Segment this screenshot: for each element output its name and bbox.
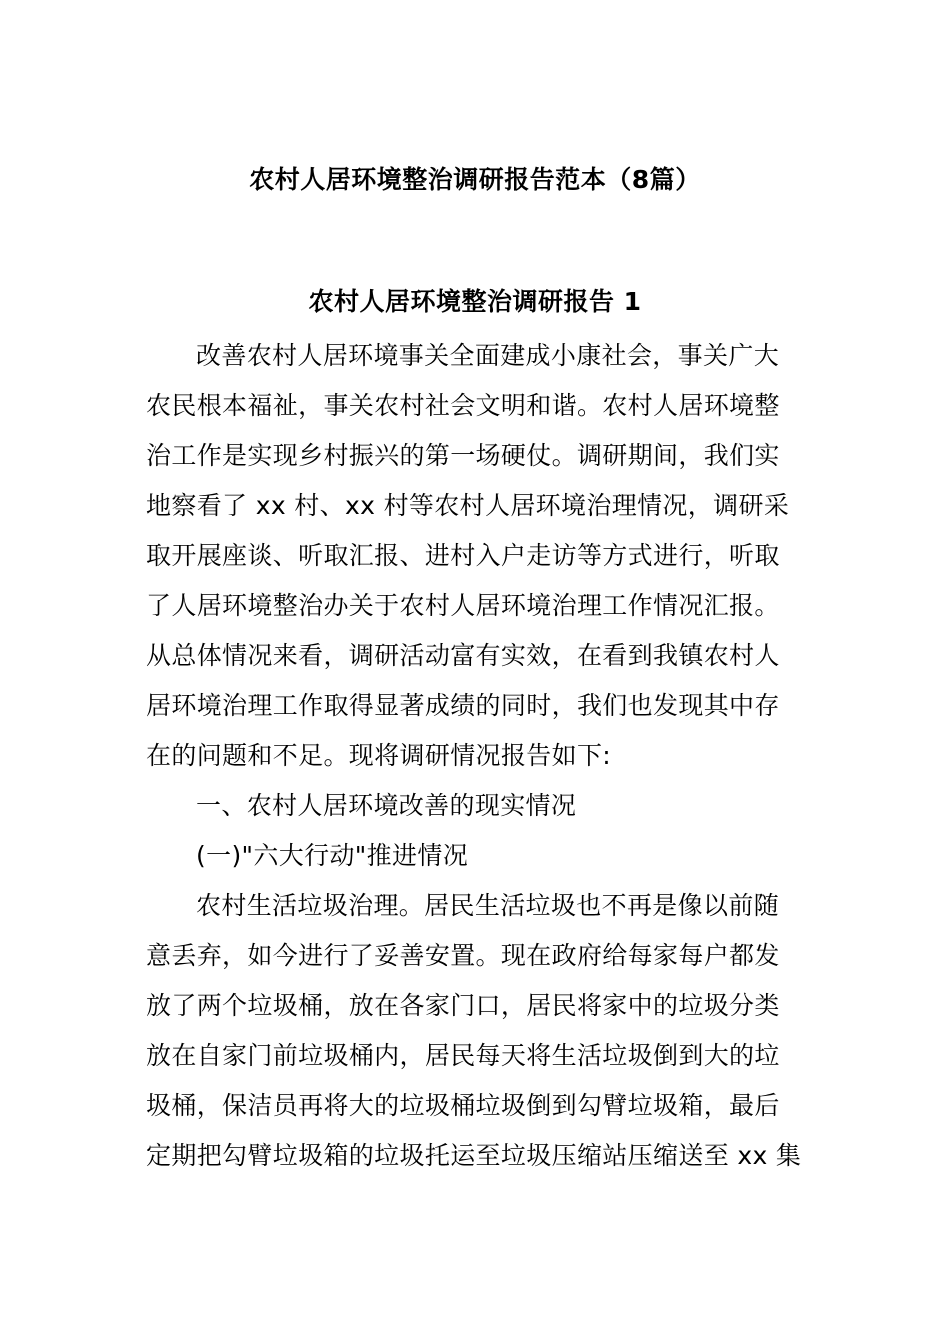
body-text — [146, 331, 806, 1181]
paragraph-line: 放在自家门前垃圾桶内，居民每天将生活垃圾倒到大的垃 — [146, 1041, 780, 1070]
paragraph-line: 定期把勾臂垃圾箱的垃圾托运至垃圾压缩站压缩送至 xx 集 — [146, 1141, 802, 1170]
paragraph-line: 了人居环境整治办关于农村人居环境治理工作情况汇报。 — [146, 591, 780, 620]
paragraph-line: 改善农村人居环境事关全面建成小康社会，事关广大 — [196, 341, 780, 370]
paragraph-line: 从总体情况来看，调研活动富有实效，在看到我镇农村人 — [146, 641, 780, 670]
paragraph-line: 治工作是实现乡村振兴的第一场硬仗。调研期间，我们实 — [146, 441, 780, 470]
paragraph-line: 意丢弃，如今进行了妥善安置。现在政府给每家每户都发 — [146, 941, 780, 970]
paragraph-line: 在的问题和不足。现将调研情况报告如下: — [146, 741, 612, 770]
paragraph-line: 放了两个垃圾桶，放在各家门口，居民将家中的垃圾分类 — [146, 991, 780, 1020]
paragraph-line: 居环境治理工作取得显著成绩的同时，我们也发现其中存 — [146, 691, 780, 720]
paragraph-line: 地察看了 xx 村、xx 村等农村人居环境治理情况，调研采 — [146, 491, 790, 520]
paragraph-line: 农村生活垃圾治理。居民生活垃圾也不再是像以前随 — [196, 891, 780, 920]
paragraph-line: 圾桶，保洁员再将大的垃圾桶垃圾倒到勾臂垃圾箱，最后 — [146, 1091, 780, 1120]
document-title: 农村人居环境整治调研报告范本（8篇） — [249, 165, 701, 194]
paragraph-line: 取开展座谈、听取汇报、进村入户走访等方式进行，听取 — [146, 541, 780, 570]
subsection-heading: (一)"六大行动"推进情况 — [196, 841, 469, 870]
section-heading: 一、农村人居环境改善的现实情况 — [196, 791, 577, 820]
section-title: 农村人居环境整治调研报告 1 — [308, 287, 642, 316]
paragraph-line: 农民根本福祉，事关农村社会文明和谐。农村人居环境整 — [146, 391, 780, 420]
